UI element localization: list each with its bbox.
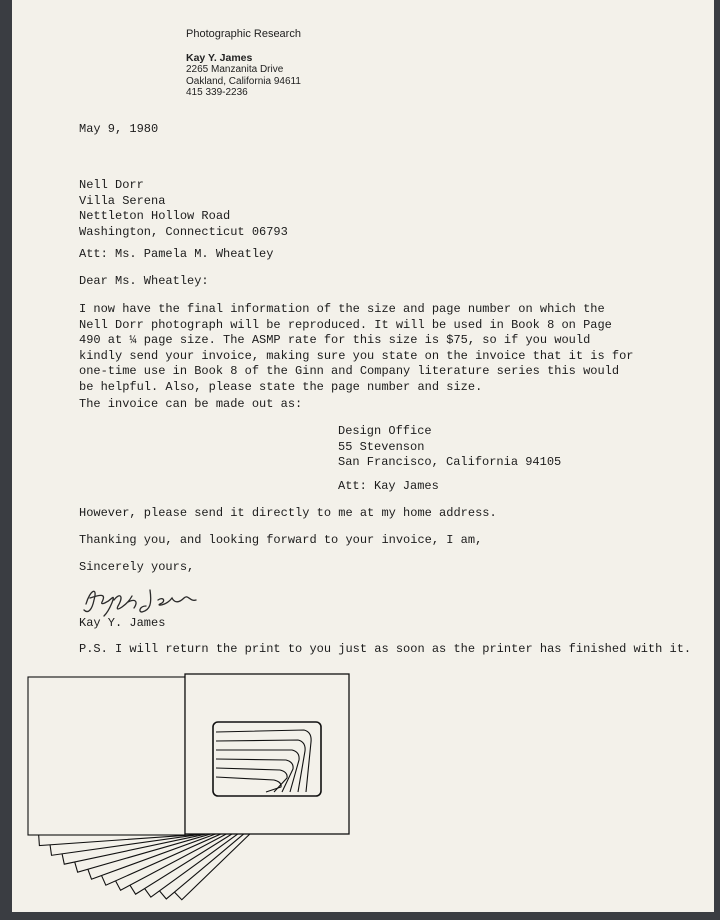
letterhead-company: Photographic Research bbox=[186, 28, 301, 40]
letterhead-phone: 415 339-2236 bbox=[186, 87, 248, 98]
body-paragraph: I now have the final information of the size and page number on which the Nell Dorr photograph will be reproduced. It will be used in Book 8 on Page 490 at ¼ page size. The ASMP rate for this size is $75, so if you would kindly send your invoice, making sure you state on the invoice that it is for one-time use in Book 8 of the Ginn and Company literature series this would be helpful. Also, please state the page number and size. bbox=[79, 302, 634, 394]
fan-frame bbox=[28, 677, 185, 835]
letterhead bbox=[186, 28, 301, 99]
invoice-address bbox=[338, 424, 561, 471]
closing: Sincerely yours, bbox=[79, 560, 195, 574]
invoice-intro: The invoice can be made out as: bbox=[79, 397, 303, 411]
recipient-line: Nell Dorr bbox=[79, 178, 144, 192]
handwritten-signature bbox=[80, 580, 230, 620]
letterhead-name: Kay Y. James bbox=[186, 52, 253, 64]
attention-line: Att: Ms. Pamela M. Wheatley bbox=[79, 247, 274, 261]
recipient-address bbox=[79, 178, 288, 240]
postscript: P.S. I will return the print to you just as soon as the printer has finished with it. bbox=[79, 642, 692, 656]
letter-date: May 9, 1980 bbox=[79, 122, 159, 136]
signature-name: Kay Y. James bbox=[79, 616, 166, 630]
invoice-address-line: San Francisco, California 94105 bbox=[338, 455, 562, 469]
thanking-line: Thanking you, and looking forward to your invoice, I am, bbox=[79, 533, 483, 547]
however-line: However, please send it directly to me at my home address. bbox=[79, 506, 497, 520]
invoice-attention: Att: Kay James bbox=[338, 479, 439, 493]
recipient-line: Nettleton Hollow Road bbox=[79, 209, 231, 223]
recipient-line: Villa Serena bbox=[79, 193, 166, 208]
fan-of-frames-logo bbox=[0, 660, 720, 910]
letterhead-address-line1: 2265 Manzanita Drive bbox=[186, 64, 284, 75]
invoice-address-line: 55 Stevenson bbox=[338, 439, 425, 454]
main-frame bbox=[185, 674, 349, 834]
recipient-line: Washington, Connecticut 06793 bbox=[79, 224, 288, 239]
invoice-address-line: Design Office bbox=[338, 424, 432, 438]
salutation: Dear Ms. Wheatley: bbox=[79, 274, 209, 288]
letterhead-address-line2: Oakland, California 94611 bbox=[186, 75, 301, 87]
